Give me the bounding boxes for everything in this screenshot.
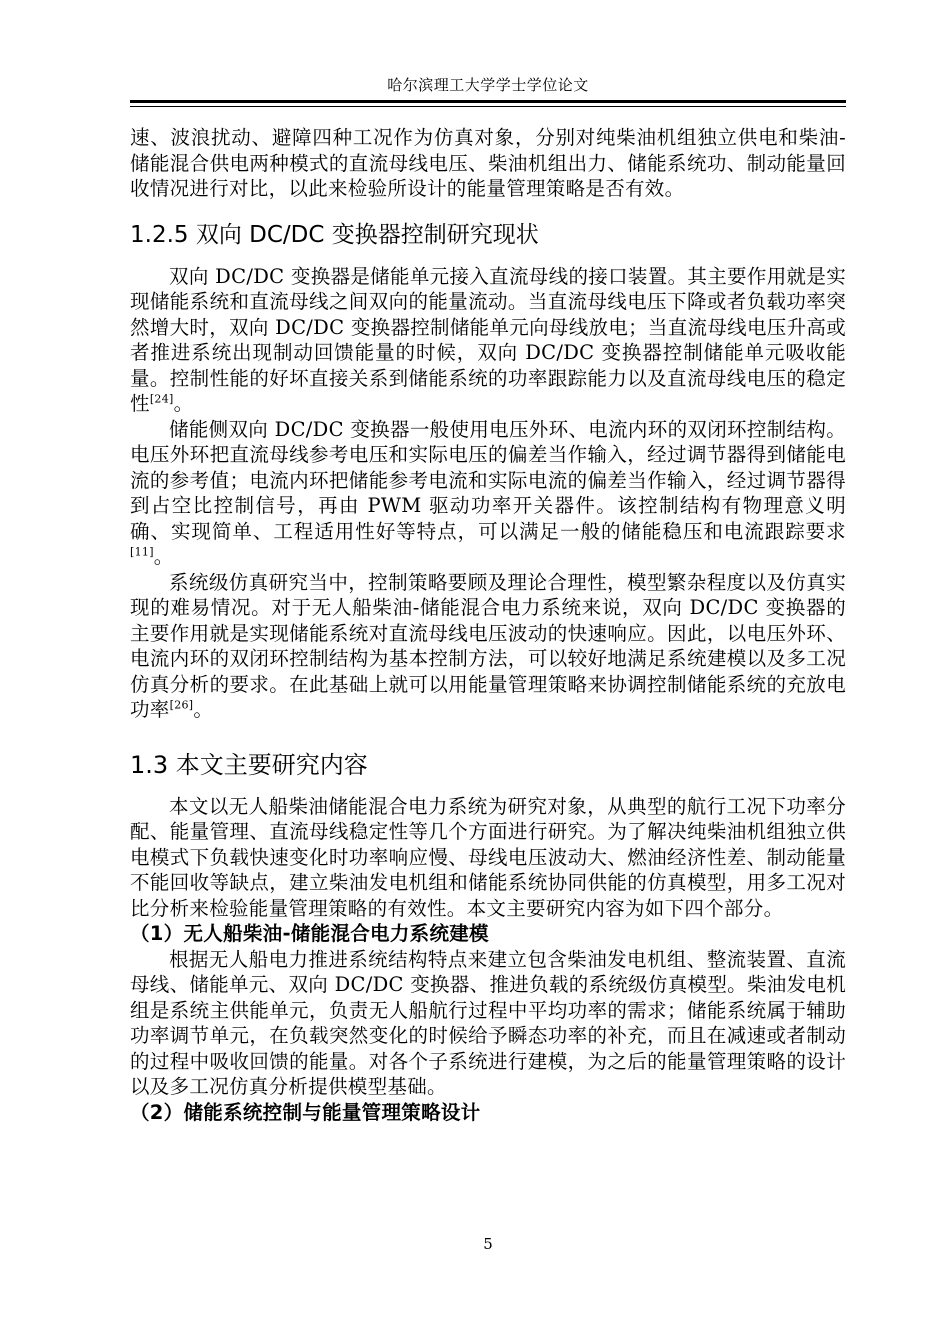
citation-ref: [26]	[169, 698, 194, 712]
paragraph-1-2-5-b	[130, 417, 846, 570]
citation-ref: [24]	[149, 392, 174, 406]
paragraph-text: 双向 DC/DC 变换器是储能单元接入直流母线的接口装置。其主要作用就是实现储能系统和直流母线之间双向的能量流动。当直流母线电压下降或者负载功率突然增大时，双向 DC/DC 变换器控制储能单元向母线放电；当直流母线电压升高或者推进系统出现制动回馈能量的时候，双向 DC/DC 变换器控制储能单元吸收能量。控制性能的好坏直接关系到储能系统的功率跟踪能力以及直流母线电压的稳定性	[130, 264, 846, 415]
subheading-1: （1）无人船柴油-储能混合电力系统建模	[130, 922, 489, 945]
body-content	[130, 125, 846, 1125]
paragraph-1-2-5-c	[130, 570, 846, 723]
paragraph-tail: 。	[153, 545, 174, 568]
subheading-2: （2）储能系统控制与能量管理策略设计	[130, 1100, 481, 1124]
page-number: 5	[483, 1235, 493, 1253]
intro-paragraph: 速、波浪扰动、避障四种工况作为仿真对象，分别对纯柴油机组独立供电和柴油-储能混合供电两种模式的直流母线电压、柴油机组出力、储能系统功、制动能量回收情况进行对比，以此来检验所设计的能量管理策略是否有效。	[130, 126, 846, 200]
paragraph-1-2-5-a	[130, 264, 846, 417]
header-rule-thin	[130, 106, 846, 107]
paragraph-tail: 。	[173, 392, 194, 415]
citation-ref: [11]	[130, 545, 154, 559]
paragraph-text: 系统级仿真研究当中，控制策略要顾及理论合理性，模型繁杂程度以及仿真实现的难易情况。对于无人船柴油-储能混合电力系统来说，双向 DC/DC 变换器的主要作用就是实现储能系统对直流母线电压波动的快速响应。因此，以电压外环、电流内环的双闭环控制结构为基本控制方法，可以较好地满足系统建模以及多工况仿真分析的要求。在此基础上就可以用能量管理策略来协调控制储能系统的充放电功率	[130, 570, 846, 721]
paragraph-tail: 。	[193, 698, 214, 721]
section-heading-1-2-5: 1.2.5 双向 DC/DC 变换器控制研究现状	[130, 221, 539, 248]
paragraph-text: 储能侧双向 DC/DC 变换器一般使用电压外环、电流内环的双闭环控制结构。电压外环把直流母线参考电压和实际电压的偏差当作输入，经过调节器得到储能电流的参考值；电流内环把储能参考电流和实际电流的偏差当作输入，经过调节器得到占空比控制信号，再由 PWM 驱动功率开关器件。该控制结构有物理意义明确、实现简单、工程适用性好等特点，可以满足一般的储能稳压和电流跟踪要求	[130, 417, 846, 543]
paragraph-1-3-b: 根据无人船电力推进系统结构特点来建立包含柴油发电机组、整流装置、直流母线、储能单元、双向 DC/DC 变换器、推进负载的系统级仿真模型。柴油发电机组是系统主供能单元，负责无人船航行过程中平均功率的需求；储能系统属于辅助功率调节单元，在负载突然变化的时候给予瞬态功率的补充，而且在减速或者制动的过程中吸收回馈的能量。对各个子系统进行建模，为之后的能量管理策略的设计以及多工况仿真分析提供模型基础。	[130, 947, 846, 1098]
paragraph-1-3-a: 本文以无人船柴油储能混合电力系统为研究对象，从典型的航行工况下功率分配、能量管理、直流母线稳定性等几个方面进行研究。为了解决纯柴油机组独立供电模式下负载快速变化时功率响应慢、母线电压波动大、燃油经济性差、制动能量不能回收等缺点，建立柴油发电机组和储能系统协同供能的仿真模型，用多工况对比分析来检验能量管理策略的有效性。本文主要研究内容为如下四个部分。	[130, 794, 846, 920]
header-rule-thick	[130, 100, 846, 103]
section-heading-1-3: 1.3 本文主要研究内容	[130, 750, 368, 779]
running-header: 哈尔滨理工大学学士学位论文	[387, 76, 589, 94]
